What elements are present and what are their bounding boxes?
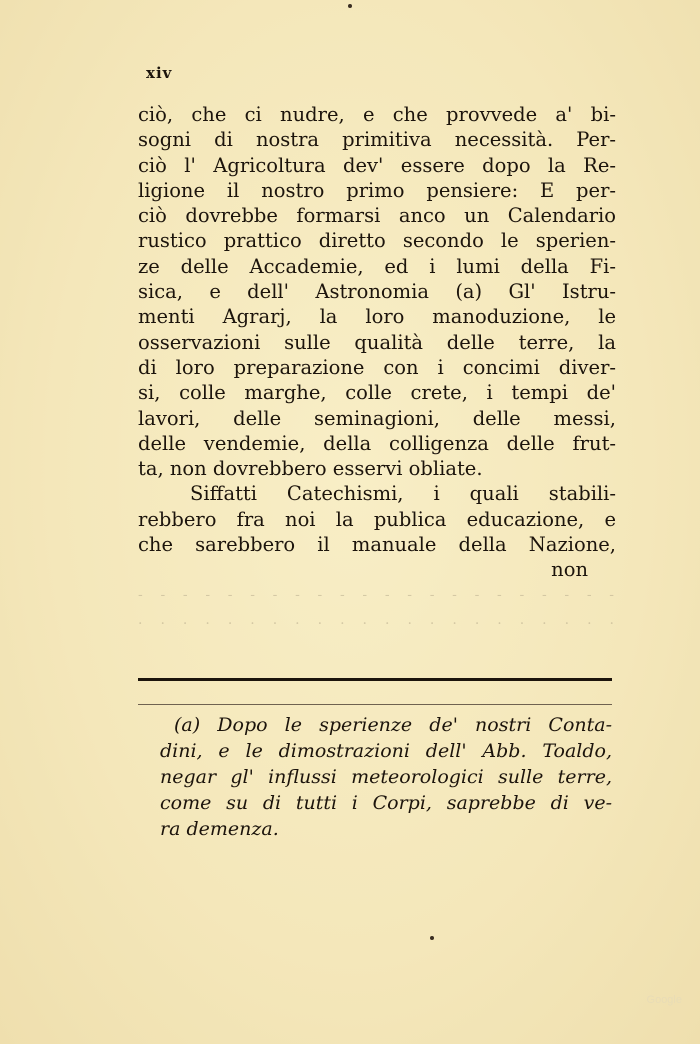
text-line: Siffatti Catechismi, i quali stabili- <box>190 482 616 506</box>
text-line: sogni di nostra primitiva necessità. Per- <box>138 128 616 152</box>
catchword: non <box>551 558 588 582</box>
text-line: di loro preparazione con i concimi diver- <box>138 355 616 379</box>
text-line: sica, e dell' Astronomia (a) Gl' Istru- <box>138 280 616 304</box>
text-line: ligione il nostro primo pensiere: E per- <box>138 178 616 202</box>
bleed-through-line: - - - - - - - - - - - - - - - - - - - - - - <box>138 586 616 603</box>
footnote-line: come su di tutti i Corpi, saprebbe di ve- <box>160 792 612 814</box>
watermark: Google <box>646 994 682 1006</box>
ink-speck <box>430 936 434 940</box>
footnote-separator-thin <box>138 704 612 705</box>
ink-speck <box>348 4 352 8</box>
text-line: si, colle marghe, colle crete, i tempi de' <box>138 381 616 405</box>
text-line: ciò, che ci nudre, e che provvede a' bi- <box>138 103 616 126</box>
text-line: ta, non dovrebbero esservi obliate. <box>138 457 483 481</box>
text-line: che sarebbero il manuale della Nazione, <box>138 533 616 557</box>
text-line: osservazioni sulle qualità delle terre, la <box>138 330 616 354</box>
text-line: rustico prattico diretto secondo le sperien- <box>138 229 616 253</box>
footnote-line: dini, e le dimostrazioni dell' Abb. Toaldo, <box>160 740 612 762</box>
footnote-line: (a) Dopo le sperienze de' nostri Conta- <box>174 714 612 736</box>
text-line: ze delle Accademie, ed i lumi della Fi- <box>138 254 616 278</box>
footnote-line: ra demenza. <box>160 818 279 840</box>
text-line: ciò dovrebbe formarsi anco un Calendario <box>138 204 616 228</box>
footnote-line: negar gl' influssi meteorologici sulle terre, <box>160 766 612 788</box>
page-number: xiv <box>146 64 173 82</box>
body-text <box>138 102 616 633</box>
text-line: delle vendemie, della colligenza delle frut- <box>138 431 616 455</box>
bleed-through-line: . . . . . . . . . . . . . . . . . . . . . . <box>138 611 616 628</box>
text-line: rebbero fra noi la publica educazione, e <box>138 507 616 531</box>
footnote-separator <box>138 678 612 681</box>
text-line: ciò l' Agricoltura dev' essere dopo la Re- <box>138 153 616 177</box>
footnote <box>160 712 612 842</box>
text-line: lavori, delle seminagioni, delle messi, <box>138 406 616 430</box>
text-line: menti Agrarj, la loro manoduzione, le <box>138 305 616 329</box>
